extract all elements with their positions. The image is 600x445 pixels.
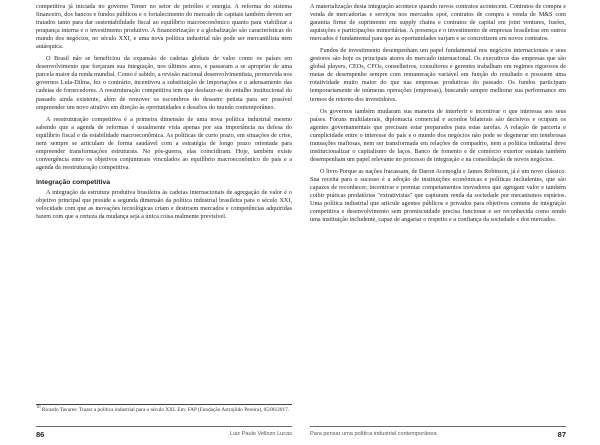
body-paragraph: A reestruturação competitiva é a primeira dimensão de uma nova política industrial mesmo sabendo que a agenda de reformas é usualmente vista apenas por sua importância na defesa do equilíbrio fiscal e da estabilidade macroeconômica. As políticas de curto prazo, em situações de crise, nem sempre se articulam de forma saudável com a estratégia de longo prazo orientada para empreender transformações estruturais. No pós-guerra, elas coincidiram. Hoje, também existe convergência entre os objetivos conjunturais vinculados ao equilíbrio macroeconômico do país e a agenda da reestruturação competitiva.: [36, 115, 292, 171]
body-paragraph: O Brasil não se beneficiou da expansão de cadeias globais de valor como os países em desenvolvimento que forçaram sua integração, nos últimos anos, e passaram a se apropriar de uma parcela maior da renda mundial. Como é sabido, a revisão nacional desenvolvimentista, promovida nos governos Lula-Dilma, fez o contrário, incentivou a substituição de importações e o adensamento das cadeias de fornecedores. A reestruturação competitiva tem que desfazer-se do entulho institucional do passado ainda existente, além de remover os escombros do desastre petista para ser possível empreender um novo atrativo em direção às oportunidades e desafios do mundo contemporâneo.: [36, 55, 292, 111]
body-paragraph: A integração da estrutura produtiva brasileira às cadeias internacionais de agregação de valor é o objetivo principal que preside a segunda dimensão da política industrial brasileira para o século XXI, velocidade com que as inovações tecnológicas criam e destroem mercados e competências adquiridas fazem com que a certeza da mudança seja a única coisa realmente previsível.: [36, 188, 292, 221]
running-title: Luiz Paulo Vellozo Lucas: [229, 431, 292, 437]
footnote-number: 10: [36, 404, 41, 410]
right-page: [300, 0, 600, 445]
footnote: [36, 404, 292, 414]
body-paragraph: competitiva já iniciada no governo Temer no setor de petróleo e energia. A reforma do sistema financeiro, dos bancos e fundos públicos e o fortalecimento do mercado de capitais também devem ser tratados tanto para dar sustentabilidade fiscal ao equilíbrio macroeconômico quanto para viabilizar a poupança interna e o investimento produtivo. A financeirização e a globalização são características do mundo dos negócios, no século XXI, e uma nova política industrial não pode ser mercantilista nem autárquica.: [36, 3, 292, 51]
running-title: Para pensar uma política industrial contemporânea: [310, 431, 437, 437]
page-number: 86: [36, 430, 45, 439]
body-paragraph: Os governos também mudaram sua maneira de interferir e incentivar o que interessa aos seus países. Fóruns multilaterais, diplomacia comercial e acordos bilaterais são decisivos e ocupam os agentes governamentais que precisam estar preparados para estas tarefas. A relação de parceria e cumplicidade entre o interesse do país e o mundo dos negócios não pode se degenerar em tenebrosas transações mafiosas, nem ser transformada em relações de compadrio, nem a política industrial deve institucionalizar o capitalismo de laços. Banco de fomento e de comércio exterior estatais também desempenham um papel relevante no processo de integração e na consolidação de novos negócios.: [310, 107, 566, 163]
page-number: 87: [557, 430, 566, 439]
body-paragraph: A materialização desta integração acontece quando novos contratos acontecem. Contratos de compra e venda de mercadorias e serviços nos mercados spot, contratos de compra e venda de M&S com garantia firme de suprimento em supply chains e contratos de capital em joint ventures, fusões, aquisições e participações minoritárias. A presença e o investimento de empresas brasileiras em outros mercados é fundamental para que as oportunidades surjam e se concretizem em novos contratos.: [310, 3, 566, 43]
section-heading: Integração competitiva: [36, 178, 111, 186]
footnote-text: Ricardo Tavares: Trazer a política industrial para o século XXI. Em: FAP (Fundação Astrojildo Pereira), 05/06/2017.: [41, 407, 290, 413]
body-paragraph: Fundos de investimento desempenham um papel fundamental nos negócios internacionais e seus gestores são hoje os principais atores do mercado internacional. Os executivos das empresas que são global players, CEOs, CFOs, conselheiros, consultores e gerentes trabalham em regimes rigorosos de metas de desempenho sempre com remuneração variável em função do resultado e possuem uma rotatividade muito maior do que nas empresas produtivas do passado. Os fundos participam temporariamente de inúmeras operações (empresas), buscando sempre melhorar sua performance em termos de retorno dos investidores.: [310, 47, 566, 103]
page-footer: [310, 426, 566, 440]
page-footer: [36, 426, 292, 440]
left-text-column: [36, 3, 292, 221]
body-paragraph: O livro Porque as nações fracassam, de Daron Acemoglu e James Robinson, já é um novo clássico. Sua receita para o sucesso é a adoção de instituições econômicas e políticas includentes, que são capazes de reconhecer, incentivar e premiar competamentos inovadores que agregam valor e também coibir práticas predatórias "extrativistas" que capturam renda da sociedade por mecanismos espúrios. Uma política industrial que articule agentes públicos e privados para objetivos comuns de integração competitiva e desenvolvimento sem promiscuidade precisa funcionar e ser reconhecida como sendo uma instituição includente, capaz de angariar o respeito e a confiança da sociedade e dos mercados.: [310, 167, 566, 224]
right-text-column: [310, 3, 566, 224]
